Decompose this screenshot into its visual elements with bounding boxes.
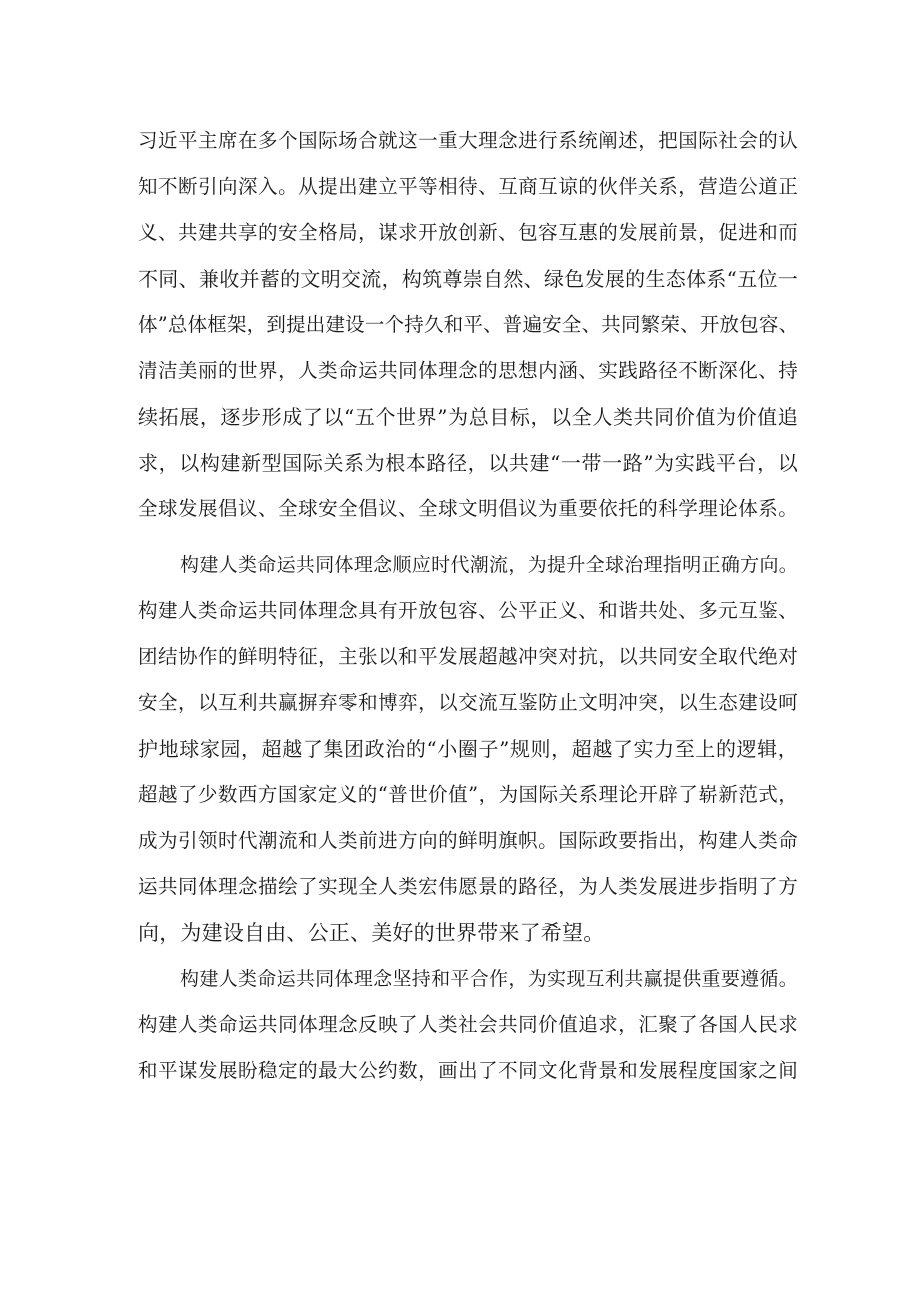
paragraph-3-line-2: 构建人类命运共同体理念反映了人类社会共同价值追求，汇聚了各国人民求: [138, 1013, 798, 1036]
paragraph-2-line-9: 向，为建设自由、公正、美好的世界带来了希望。: [138, 921, 605, 945]
paragraph-1-line-4: 不同、兼收并蓄的文明交流，构筑尊崇自然、绿色发展的生态体系“五位一: [138, 267, 798, 291]
paragraph-3-line-3: 和平谋发展盼稳定的最大公约数，画出了不同文化背景和发展程度国家之间: [138, 1059, 798, 1082]
paragraph-1-line-5: 体”总体框架，到提出建设一个持久和平、普遍安全、共同繁荣、开放包容、: [138, 313, 799, 336]
paragraph-2-line-2: 构建人类命运共同体理念具有开放包容、公平正义、和谐共处、多元互鉴、: [138, 599, 798, 622]
paragraph-1-line-9: 全球发展倡议、全球安全倡议、全球文明倡议为重要依托的科学理论体系。: [138, 497, 798, 520]
paragraph-3-line-1: 构建人类命运共同体理念坚持和平合作，为实现互利共赢提供重要遵循。: [180, 968, 798, 990]
paragraph-2-line-8: 运共同体理念描绘了实现全人类宏伟愿景的路径，为人类发展进步指明了方: [138, 875, 798, 898]
paragraph-1-line-3: 义、共建共享的安全格局，谋求开放创新、包容互惠的发展前景，促进和而: [138, 221, 798, 244]
paragraph-2-line-6: 超越了少数西方国家定义的“普世价值”，为国际关系理论开辟了崭新范式，: [138, 783, 798, 806]
paragraph-1-line-8: 求，以构建新型国际关系为根本路径，以共建“一带一路”为实践平台，以: [138, 451, 798, 475]
paragraph-2-line-7: 成为引领时代潮流和人类前进方向的鲜明旗帜。国际政要指出，构建人类命: [138, 829, 798, 852]
paragraph-2-line-1: 构建人类命运共同体理念顺应时代潮流，为提升全球治理指明正确方向。: [180, 554, 798, 576]
paragraph-1-line-2: 知不断引向深入。从提出建立平等相待、互商互谅的伙伴关系，营造公道正: [138, 175, 798, 198]
paragraph-1-line-7: 续拓展，逐步形成了以“五个世界”为总目标，以全人类共同价值为价值追: [138, 405, 798, 429]
paragraph-2-line-5: 护地球家园，超越了集团政治的“小圈子”规则，超越了实力至上的逻辑，: [138, 737, 798, 761]
paragraph-2-line-4: 安全，以互利共赢摒弃零和博弈，以交流互鉴防止文明冲突，以生态建设呵: [138, 691, 798, 714]
paragraph-1-line-6: 清洁美丽的世界，人类命运共同体理念的思想内涵、实践路径不断深化、持: [138, 359, 798, 382]
paragraph-2-line-3: 团结协作的鲜明特征，主张以和平发展超越冲突对抗，以共同安全取代绝对: [138, 645, 798, 668]
paragraph-1-line-1: 习近平主席在多个国际场合就这一重大理念进行系统阐述，把国际社会的认: [138, 129, 798, 152]
